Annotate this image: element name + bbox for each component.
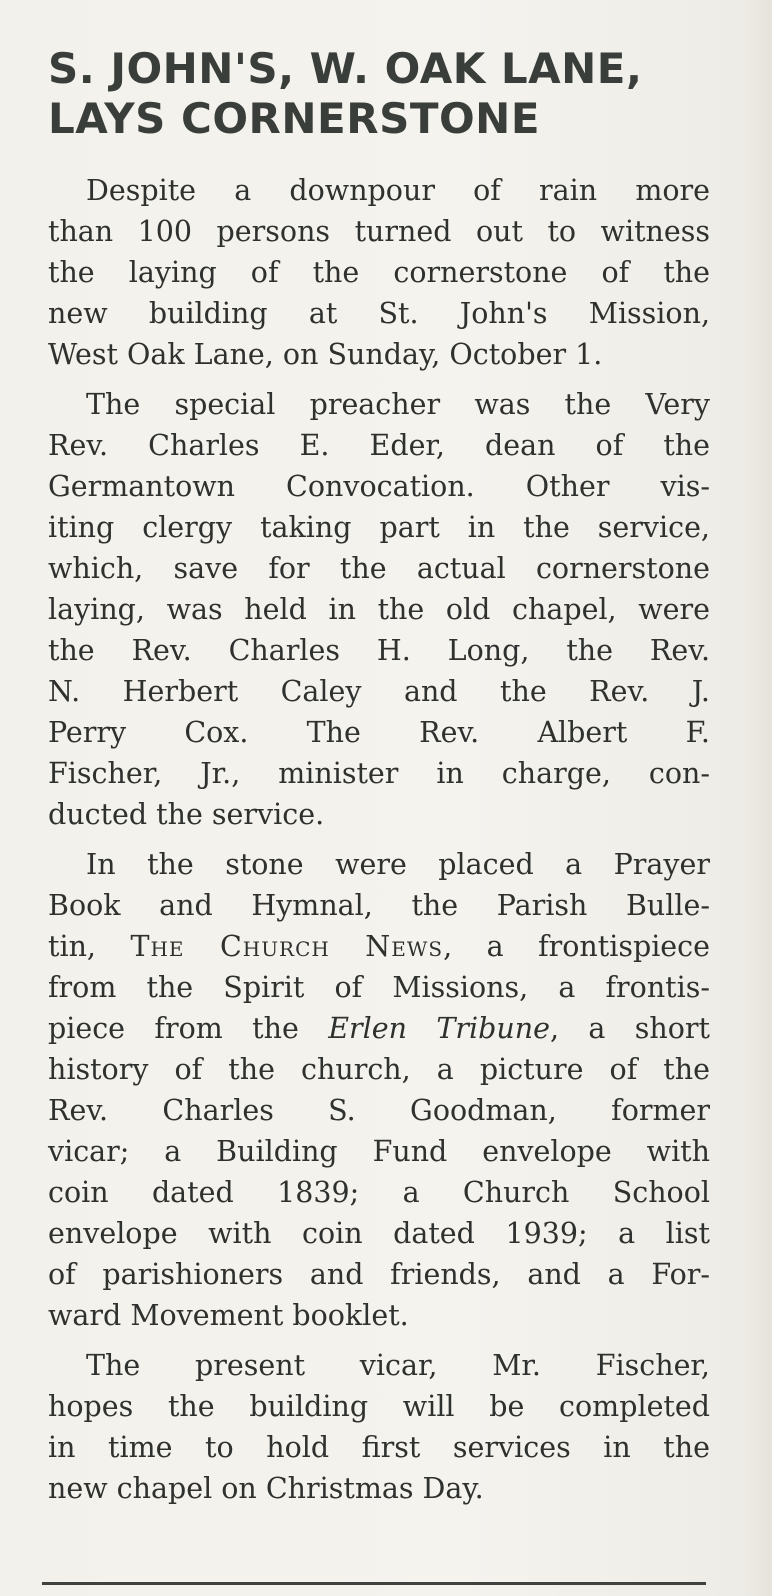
article-line: Despite a downpour of rain more [86,174,710,207]
headline-line-2: LAYS CORNERSTONE [48,94,541,143]
bottom-rule [42,1582,706,1585]
article-line: Fischer, Jr., minister in charge, con- [48,757,710,790]
article-line: the Rev. Charles H. Long, the Rev. [48,634,710,667]
article-line: Germantown Convocation. Other vis- [48,470,710,503]
paragraph-gap [48,1336,710,1345]
publication-name: The Church News [130,930,444,963]
headline-line-1: S. JOHN'S, W. OAK LANE, [48,44,643,93]
article-line: iting clergy taking part in the service, [48,511,710,544]
article-line: new chapel on Christmas Day. [48,1472,484,1505]
article-line: laying, was held in the old chapel, were [48,593,710,626]
article-line: In the stone were placed a Prayer [86,848,710,881]
article-line: Rev. Charles S. Goodman, former [48,1094,710,1127]
article-line: which, save for the actual cornerstone [48,552,710,585]
article-line: envelope with coin dated 1939; a list [48,1217,710,1250]
article-line: than 100 persons turned out to witness [48,215,710,248]
article-line: N. Herbert Caley and the Rev. J. [48,675,710,708]
article-line: ducted the service. [48,798,325,831]
article-line: of parishioners and friends, and a For- [48,1258,710,1291]
paragraph-gap [48,835,710,844]
paragraph-gap [48,375,710,384]
article-line: the laying of the cornerstone of the [48,256,710,289]
article-body [48,170,710,1509]
article-line: from the Spirit of Missions, a frontis- [48,971,710,1004]
article-line: vicar; a Building Fund envelope with [48,1135,710,1168]
article-line: ward Movement booklet. [48,1299,409,1332]
article-line: The present vicar, Mr. Fischer, [86,1349,710,1382]
article-line: Perry Cox. The Rev. Albert F. [48,716,710,749]
article-line: history of the church, a picture of the [48,1053,710,1086]
article-line: piece from the Erlen Tribune, a short [48,1012,710,1045]
article-line: tin, The Church News, a frontispiece [48,930,710,963]
article-line: Rev. Charles E. Eder, dean of the [48,429,710,462]
article-paragraph [48,384,710,835]
article-paragraph [48,170,710,375]
article-line: Book and Hymnal, the Parish Bulle- [48,889,710,922]
article-line: hopes the building will be completed [48,1390,710,1423]
headline [48,44,728,144]
publication-name: Erlen Tribune [328,1012,550,1045]
article-line: coin dated 1839; a Church School [48,1176,710,1209]
article-line: in time to hold first services in the [48,1431,710,1464]
article-paragraph [48,1345,710,1509]
article-line: new building at St. John's Mission, [48,297,710,330]
article-line: The special preacher was the Very [86,388,710,421]
article-paragraph [48,844,710,1336]
article-line: West Oak Lane, on Sunday, October 1. [48,338,603,371]
